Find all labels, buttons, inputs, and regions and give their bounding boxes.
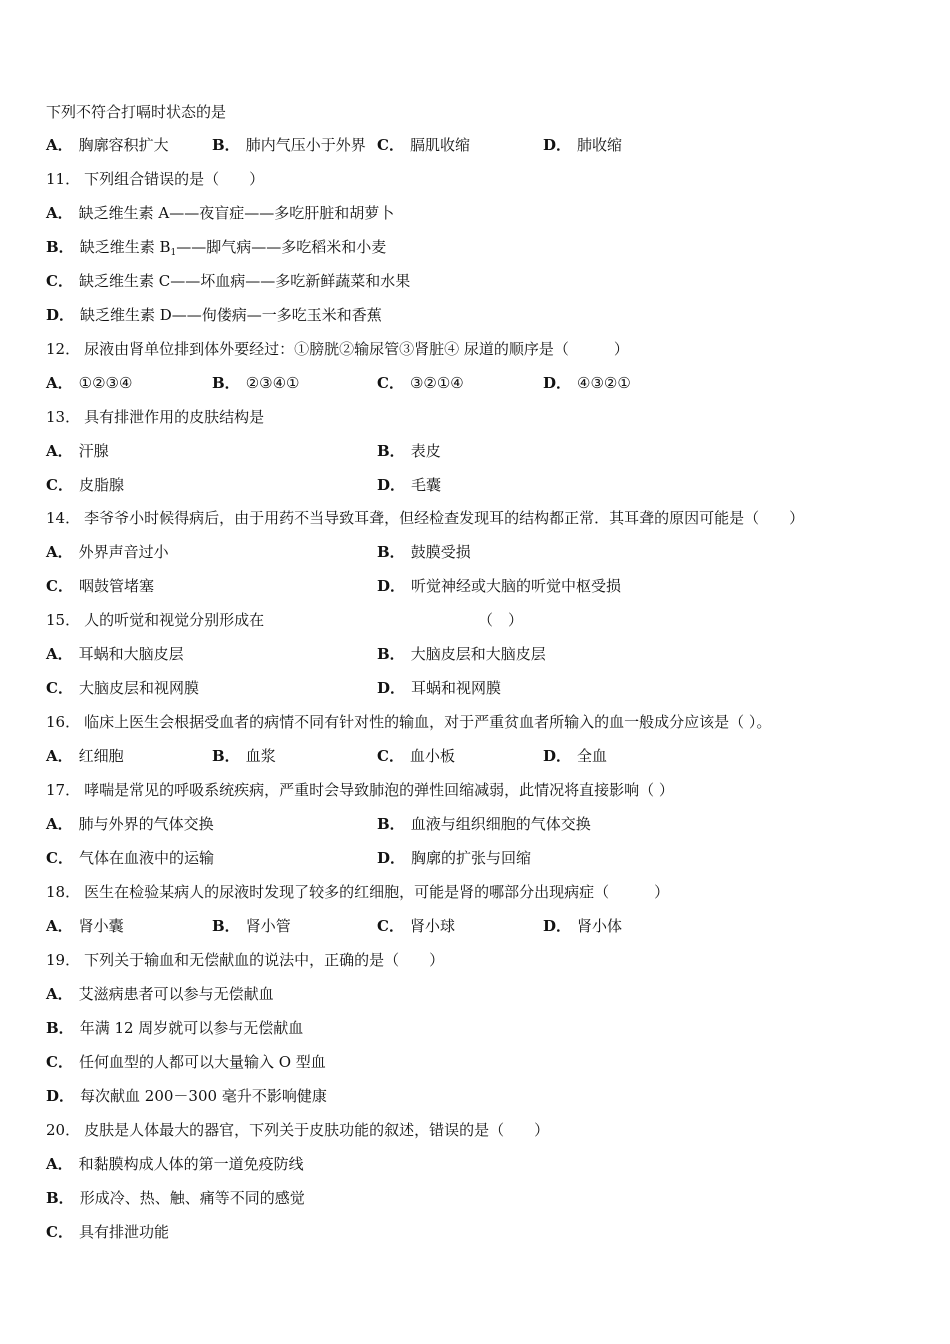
question-10-stem — [46, 101, 910, 123]
option-c: C． 肾小球 — [377, 917, 455, 935]
option-a: A． 肺与外界的气体交换 — [46, 815, 214, 833]
question-number: 20． — [46, 1121, 81, 1139]
question-19-stem — [46, 949, 910, 971]
option-b: B． 血浆 — [212, 747, 276, 765]
option-b: B． 肾小管 — [212, 917, 291, 935]
question-number: 15． — [46, 611, 81, 629]
option-c: C． 气体在血液中的运输 — [46, 849, 214, 867]
question-20-option-a: A． 和黏膜构成人体的第一道免疫防线 — [46, 1155, 304, 1173]
question-12-options — [46, 372, 910, 394]
question-number: 12． — [46, 340, 81, 358]
option-a: A． ①②③④ — [46, 374, 133, 392]
question-14-options-row1 — [46, 541, 910, 563]
option-b: B． 血液与组织细胞的气体交换 — [377, 815, 591, 833]
question-11-option-c: C． 缺乏维生素 C——坏血病——多吃新鲜蔬菜和水果 — [46, 272, 411, 290]
stem-text: 下列组合错误的是（ ） — [84, 170, 265, 188]
option-d: D． 胸廓的扩张与回缩 — [377, 849, 532, 867]
option-c: C． 膈肌收缩 — [377, 136, 470, 154]
question-number: 17． — [46, 781, 81, 799]
question-17-stem — [46, 779, 910, 801]
question-14-options-row2 — [46, 575, 910, 597]
question-16-stem — [46, 711, 910, 733]
stem-text: 哮喘是常见的呼吸系统疾病，严重时会导致肺泡的弹性回缩减弱，此情况将直接影响（ ） — [84, 781, 674, 799]
question-19-option-c: C． 任何血型的人都可以大量输入 O 型血 — [46, 1053, 326, 1071]
option-c: C． 血小板 — [377, 747, 455, 765]
option-c: C． ③②①④ — [377, 374, 464, 392]
option-a: A． 肾小囊 — [46, 917, 124, 935]
option-b: B． 鼓膜受损 — [377, 543, 471, 561]
question-15-options-row2 — [46, 677, 910, 699]
option-b: B． 表皮 — [377, 442, 441, 460]
option-d: D． 全血 — [543, 747, 608, 765]
option-b: B． 大脑皮层和大脑皮层 — [377, 645, 546, 663]
question-12-stem — [46, 338, 910, 360]
stem-text: 下列关于输血和无偿献血的说法中，正确的是（ ） — [84, 951, 445, 969]
stem-text: 具有排泄作用的皮肤结构是 — [84, 408, 265, 426]
option-c: C． 咽鼓管堵塞 — [46, 577, 154, 595]
question-15-stem — [46, 609, 910, 631]
question-20-stem — [46, 1119, 910, 1141]
stem-text: 皮肤是人体最大的器官，下列关于皮肤功能的叙述，错误的是（ ） — [84, 1121, 550, 1139]
question-number: 14． — [46, 509, 81, 527]
option-a: A． 红细胞 — [46, 747, 124, 765]
option-b: B． 肺内气压小于外界 — [212, 136, 366, 154]
question-17-options-row1 — [46, 813, 910, 835]
question-15-options-row1 — [46, 643, 910, 665]
option-a: A． 外界声音过小 — [46, 543, 169, 561]
option-d: D． 耳蜗和视网膜 — [377, 679, 502, 697]
option-d: D． ④③②① — [543, 374, 631, 392]
question-20-option-b: B． 形成冷、热、触、痛等不同的感觉 — [46, 1189, 305, 1207]
answer-blank: （ ） — [478, 611, 524, 629]
question-18-options — [46, 915, 910, 937]
option-a: A． 汗腺 — [46, 442, 109, 460]
option-c: C． 皮脂腺 — [46, 476, 124, 494]
question-number: 11． — [46, 170, 81, 188]
stem-text: 李爷爷小时候得病后，由于用药不当导致耳聋，但经检查发现耳的结构都正常．其耳聋的原因可能是（ ） — [84, 509, 805, 527]
stem-text: 医生在检验某病人的尿液时发现了较多的红细胞，可能是肾的哪部分出现病症（ ） — [84, 883, 670, 901]
question-11-stem — [46, 168, 910, 190]
option-b: B． ②③④① — [212, 374, 300, 392]
question-number: 16． — [46, 713, 81, 731]
option-d: D． 听觉神经或大脑的听觉中枢受损 — [377, 577, 622, 595]
question-number: 13． — [46, 408, 81, 426]
question-13-options-row2 — [46, 474, 910, 496]
question-number: 18． — [46, 883, 81, 901]
question-13-options-row1 — [46, 440, 910, 462]
question-11-option-d: D． 缺乏维生素 D——佝偻病—一多吃玉米和香蕉 — [46, 306, 382, 324]
question-14-stem — [46, 507, 910, 529]
question-17-options-row2 — [46, 847, 910, 869]
question-11-option-a: A． 缺乏维生素 A——夜盲症——多吃肝脏和胡萝卜 — [46, 204, 395, 222]
stem-text: 尿液由肾单位排到体外要经过：①膀胱②输尿管③肾脏④ 尿道的顺序是（ ） — [84, 340, 629, 358]
question-16-options — [46, 745, 910, 767]
question-19-option-b: B． 年满 12 周岁就可以参与无偿献血 — [46, 1019, 304, 1037]
option-a: A． 耳蜗和大脑皮层 — [46, 645, 184, 663]
question-19-option-a: A． 艾滋病患者可以参与无偿献血 — [46, 985, 274, 1003]
stem-text: 下列不符合打嗝时状态的是 — [46, 103, 227, 121]
question-20-option-c: C． 具有排泄功能 — [46, 1223, 169, 1241]
question-18-stem — [46, 881, 910, 903]
stem-text: 人的听觉和视觉分别形成在 — [84, 611, 265, 629]
option-a: A． 胸廓容积扩大 — [46, 136, 169, 154]
question-13-stem — [46, 406, 910, 428]
option-d: D． 毛囊 — [377, 476, 442, 494]
stem-text: 临床上医生会根据受血者的病情不同有针对性的输血，对于严重贫血者所输入的血一般成分应该是（ ）。 — [84, 713, 772, 731]
question-19-option-d: D． 每次献血 200－300 毫升不影响健康 — [46, 1087, 327, 1105]
question-10-options — [46, 134, 910, 156]
question-11-option-b: B． 缺乏维生素 $B_1——$脚气病——多吃稻米和小麦 — [46, 238, 387, 258]
option-c: C． 大脑皮层和视网膜 — [46, 679, 199, 697]
option-d: D． 肾小体 — [543, 917, 623, 935]
question-number: 19． — [46, 951, 81, 969]
option-d: D． 肺收缩 — [543, 136, 623, 154]
